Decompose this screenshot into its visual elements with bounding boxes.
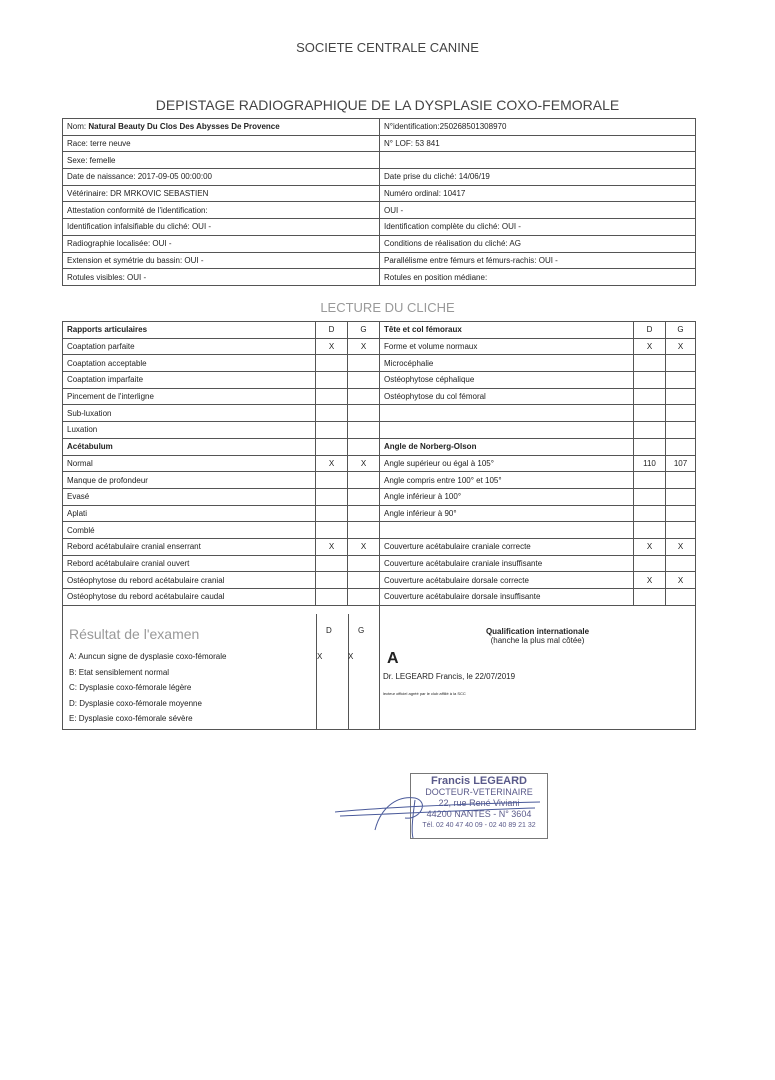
right-d <box>634 522 666 539</box>
left-label: Manque de profondeur <box>63 472 316 489</box>
left-label: Coaptation parfaite <box>63 338 316 355</box>
right-g <box>666 372 696 389</box>
right-d <box>634 422 666 439</box>
info-left: Race: terre neuve <box>63 135 380 152</box>
left-label: Pincement de l'interligne <box>63 388 316 405</box>
left-g <box>348 555 380 572</box>
right-label: Couverture acétabulaire dorsale correcte <box>380 572 634 589</box>
lecture-row <box>63 488 696 505</box>
result-item: A: Auncun signe de dysplasie coxo-fémorale <box>69 652 227 661</box>
right-label: Angle inférieur à 90° <box>380 505 634 522</box>
info-right: N°identification:250268501308970 <box>380 119 696 136</box>
right-g <box>666 488 696 505</box>
right-label <box>380 422 634 439</box>
right-g <box>666 388 696 405</box>
right-d: X <box>634 538 666 555</box>
result-d-header: D <box>326 626 332 635</box>
doc-title: DEPISTAGE RADIOGRAPHIQUE DE LA DYSPLASIE COXO-FEMORALE <box>155 97 620 113</box>
lecture-row <box>63 522 696 539</box>
info-row <box>63 252 696 269</box>
left-label: Rebord acétabulaire cranial enserrant <box>63 538 316 555</box>
left-g <box>348 388 380 405</box>
right-d <box>634 472 666 489</box>
stamp-city: 44200 NANTES - N° 3604 <box>426 809 532 819</box>
result-item: B: Etat sensiblement normal <box>69 667 170 677</box>
left-g <box>348 505 380 522</box>
right-label: Couverture acétabulaire dorsale insuffisante <box>380 589 634 606</box>
lecture-row <box>63 322 696 339</box>
info-left: Date de naissance: 2017-09-05 00:00:00 <box>63 169 380 186</box>
info-row <box>63 169 696 186</box>
left-label: Rebord acétabulaire cranial ouvert <box>63 555 316 572</box>
left-label: Normal <box>63 455 316 472</box>
info-right: N° LOF: 53 841 <box>380 135 696 152</box>
left-g <box>348 372 380 389</box>
right-label: Microcéphalie <box>380 355 634 372</box>
reader: Dr. LEGEARD Francis, le 22/07/2019 <box>383 672 516 681</box>
right-label: Ostéophytose du col fémoral <box>380 388 634 405</box>
right-label: Angle supérieur ou égal à 105° <box>380 455 634 472</box>
left-d: X <box>316 538 348 555</box>
right-label: Ostéophytose céphalique <box>380 372 634 389</box>
result-box <box>62 605 696 730</box>
info-left: Sexe: femelle <box>63 152 380 169</box>
info-right: Parallélisme entre fémurs et fémurs-rachis: OUI - <box>380 252 696 269</box>
left-g <box>348 589 380 606</box>
info-row <box>63 235 696 252</box>
left-label: Luxation <box>63 422 316 439</box>
qualification-title: Qualification internationale <box>485 627 590 636</box>
info-left: Extension et symétrie du bassin: OUI - <box>63 252 380 269</box>
info-row <box>63 185 696 202</box>
left-label: Ostéophytose du rebord acétabulaire cranial <box>63 572 316 589</box>
right-g <box>666 472 696 489</box>
right-g: X <box>666 572 696 589</box>
info-row <box>63 202 696 219</box>
right-d <box>634 589 666 606</box>
right-d <box>634 388 666 405</box>
right-d <box>634 405 666 422</box>
info-right: OUI - <box>380 202 696 219</box>
left-g <box>348 488 380 505</box>
info-right <box>380 152 696 169</box>
info-left: Identification infalsifiable du cliché: OUI - <box>63 219 380 236</box>
stamp-name: Francis LEGEARD <box>431 775 527 787</box>
lecture-row <box>63 422 696 439</box>
left-label: Coaptation acceptable <box>63 355 316 372</box>
left-label: Rapports articulaires <box>63 322 316 339</box>
right-g <box>666 555 696 572</box>
left-g <box>348 405 380 422</box>
lecture-row <box>63 405 696 422</box>
left-g <box>348 422 380 439</box>
left-g <box>348 472 380 489</box>
left-d <box>316 472 348 489</box>
left-label: Aplati <box>63 505 316 522</box>
result-d: X <box>317 652 323 661</box>
reader-note: lecteur officiel agréé par le club affilié à la SCC <box>383 691 466 696</box>
left-g <box>348 522 380 539</box>
info-left: Attestation conformité de l'identification: <box>63 202 380 219</box>
right-label <box>380 522 634 539</box>
right-d <box>634 372 666 389</box>
right-label: Couverture acétabulaire craniale correcte <box>380 538 634 555</box>
left-label: Sub-luxation <box>63 405 316 422</box>
right-d: X <box>634 338 666 355</box>
left-g: X <box>348 338 380 355</box>
info-row <box>63 269 696 286</box>
right-g <box>666 589 696 606</box>
result-g-header: G <box>358 626 365 635</box>
left-label: Coaptation imparfaite <box>63 372 316 389</box>
left-d <box>316 438 348 455</box>
lecture-row <box>63 338 696 355</box>
right-g <box>666 405 696 422</box>
lecture-row <box>63 589 696 606</box>
left-d <box>316 555 348 572</box>
right-d: D <box>634 322 666 339</box>
left-d: X <box>316 455 348 472</box>
info-row <box>63 219 696 236</box>
info-left: Rotules visibles: OUI - <box>63 269 380 286</box>
result-g: X <box>348 652 354 661</box>
left-d <box>316 388 348 405</box>
right-label: Angle compris entre 100° et 105° <box>380 472 634 489</box>
left-g <box>348 438 380 455</box>
lecture-row <box>63 455 696 472</box>
left-d: X <box>316 338 348 355</box>
left-g <box>348 355 380 372</box>
lecture-row <box>63 538 696 555</box>
right-g <box>666 438 696 455</box>
right-label: Angle inférieur à 100° <box>380 488 634 505</box>
left-label: Ostéophytose du rebord acétabulaire caudal <box>63 589 316 606</box>
left-d <box>316 355 348 372</box>
right-g <box>666 522 696 539</box>
info-right: Date prise du cliché: 14/06/19 <box>380 169 696 186</box>
org-title: SOCIETE CENTRALE CANINE <box>296 40 479 55</box>
right-g: X <box>666 338 696 355</box>
lecture-table <box>62 321 696 606</box>
lecture-row <box>63 355 696 372</box>
stamp-title: DOCTEUR-VETERINAIRE <box>425 787 533 797</box>
left-label: Acétabulum <box>63 438 316 455</box>
left-d <box>316 505 348 522</box>
left-label: Evasé <box>63 488 316 505</box>
left-label: Comblé <box>63 522 316 539</box>
right-label: Angle de Norberg-Olson <box>380 438 634 455</box>
right-g <box>666 355 696 372</box>
left-d: D <box>316 322 348 339</box>
right-label <box>380 405 634 422</box>
signature <box>335 790 545 840</box>
lecture-row <box>63 505 696 522</box>
right-g: X <box>666 538 696 555</box>
right-label: Forme et volume normaux <box>380 338 634 355</box>
left-d <box>316 372 348 389</box>
result-item: E: Dysplasie coxo-fémorale sévère <box>69 714 193 723</box>
lecture-row <box>63 372 696 389</box>
right-d <box>634 355 666 372</box>
lecture-row <box>63 555 696 572</box>
info-right: Numéro ordinal: 10417 <box>380 185 696 202</box>
section-title: LECTURE DU CLICHE <box>320 300 455 315</box>
right-d <box>634 555 666 572</box>
right-g <box>666 422 696 439</box>
result-title: Résultat de l'examen <box>69 626 200 642</box>
lecture-row <box>63 388 696 405</box>
lecture-row <box>63 572 696 589</box>
left-g: X <box>348 455 380 472</box>
right-d <box>634 438 666 455</box>
result-item: D: Dysplasie coxo-fémorale moyenne <box>69 698 202 708</box>
right-g <box>666 505 696 522</box>
info-left: Vétérinaire: DR MRKOVIC SEBASTIEN <box>63 185 380 202</box>
left-d <box>316 522 348 539</box>
info-left: Radiographie localisée: OUI - <box>63 235 380 252</box>
left-d <box>316 405 348 422</box>
info-table <box>62 118 696 286</box>
info-row <box>63 119 696 136</box>
qualification-sub: (hanche la plus mal côtée) <box>490 636 585 645</box>
info-row <box>63 135 696 152</box>
left-d <box>316 422 348 439</box>
right-g: G <box>666 322 696 339</box>
left-d <box>316 488 348 505</box>
grade: A <box>387 650 399 667</box>
result-item: C: Dysplasie coxo-fémorale légère <box>69 683 192 692</box>
right-d: X <box>634 572 666 589</box>
left-g: X <box>348 538 380 555</box>
left-g <box>348 572 380 589</box>
lecture-row <box>63 438 696 455</box>
stamp-tel: Tél. 02 40 47 40 09 - 02 40 89 21 32 <box>422 822 536 829</box>
info-right: Identification complète du cliché: OUI - <box>380 219 696 236</box>
right-label: Tête et col fémoraux <box>380 322 634 339</box>
right-d: 110 <box>634 455 666 472</box>
right-d <box>634 488 666 505</box>
stamp-address: 22, rue René Viviani <box>438 798 520 808</box>
right-g: 107 <box>666 455 696 472</box>
left-g: G <box>348 322 380 339</box>
lecture-row <box>63 472 696 489</box>
info-right: Rotules en position médiane: <box>380 269 696 286</box>
info-left: Nom: Natural Beauty Du Clos Des Abysses De Provence <box>63 119 380 136</box>
left-d <box>316 572 348 589</box>
right-d <box>634 505 666 522</box>
info-right: Conditions de réalisation du cliché: AG <box>380 235 696 252</box>
left-d <box>316 589 348 606</box>
right-label: Couverture acétabulaire craniale insuffisante <box>380 555 634 572</box>
info-row <box>63 152 696 169</box>
